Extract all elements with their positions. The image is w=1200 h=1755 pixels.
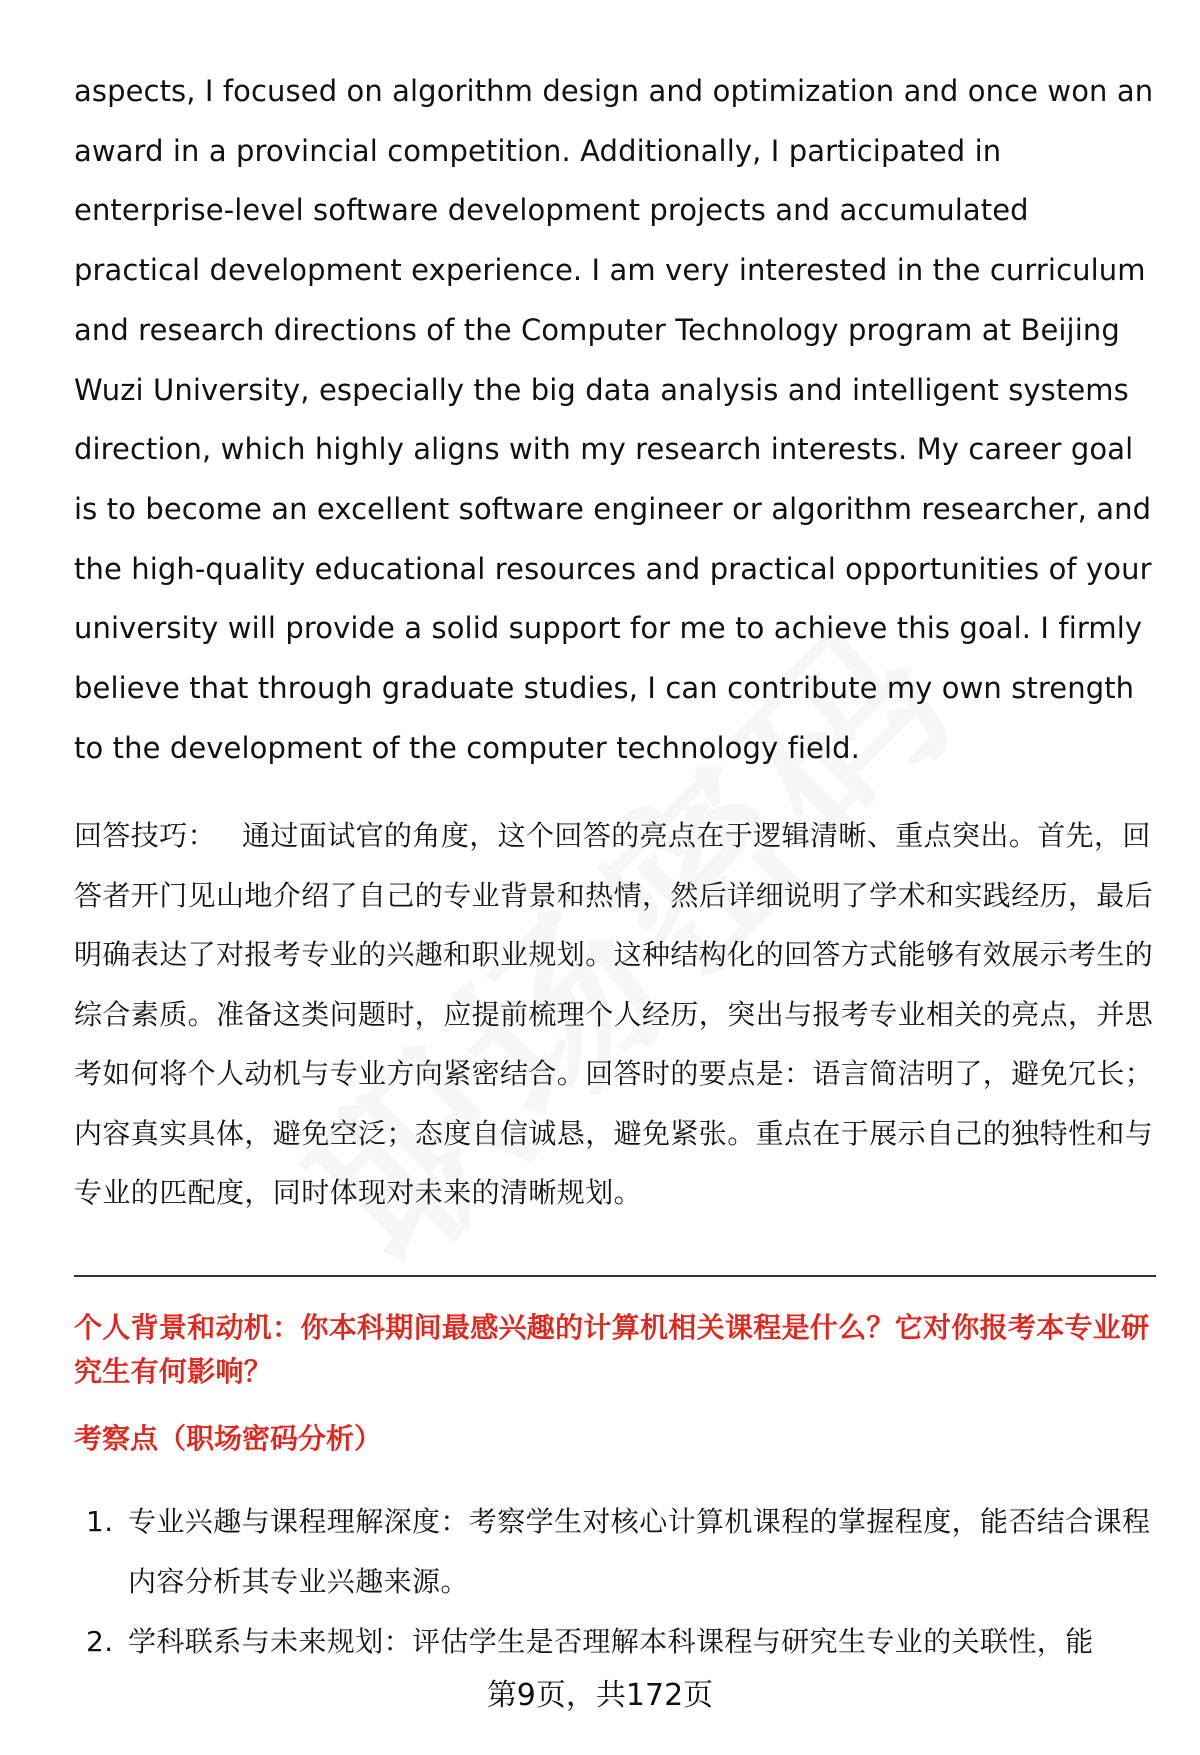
list-item [74,1492,1156,1612]
assessment-points-heading: 考察点（职场密码分析） [74,1422,383,1455]
page-number-footer: 第9页，共172页 [486,1678,714,1713]
assessment-points-list [74,1492,1156,1672]
list-item-text: 学科联系与未来规划：评估学生是否理解本科课程与研究生专业的关联性，能 [128,1625,1094,1658]
section-divider [74,1275,1156,1277]
list-item-number: 1. [86,1505,114,1538]
tips-text: 通过面试官的角度，这个回答的亮点在于逻辑清晰、重点突出。首先，回答者开门见山地介绍了自己的专业背景和热情，然后详细说明了学术和实践经历，最后明确表达了对报考专业的兴趣和职业规划。这种结构化的回答方式能够有效展示考生的综合素质。准备这类问题时，应提前梳理个人经历，突出与报考专业相关的亮点，并思考如何将个人动机与专业方向紧密结合。回答时的要点是：语言简洁明了，避免冗长；内容真实具体，避免空泛；态度自信诚恳，避免紧张。重点在于展示自己的独特性和与专业的匹配度，同时体现对未来的清晰规划。 [74,819,1154,1210]
list-item-number: 2. [86,1625,114,1658]
question-heading: 个人背景和动机：你本科期间最感兴趣的计算机相关课程是什么？它对你报考本专业研究生有何影响？ [74,1311,1150,1388]
document-body [74,62,1156,1223]
english-answer-paragraph: aspects, I focused on algorithm design and optimization and once won an award in a provincial competition. Additionally, I participated in enterprise-level software development projects and accumulated practical development experience. I am very interested in the curriculum and research directions of the Computer Technology program at Beijing Wuzi University, especially the big data analysis and intelligent systems direction, which highly aligns with my research interests. My career goal is to become an excellent software engineer or algorithm researcher, and the high-quality educational resources and practical opportunities of your university will provide a solid support for me to achieve this goal. I firmly believe that through graduate studies, I can contribute my own strength to the development of the computer technology field. [74,74,1154,765]
tips-label: 回答技巧： [74,819,217,853]
list-item-text: 专业兴趣与课程理解深度：考察学生对核心计算机课程的掌握程度，能否结合课程内容分析其专业兴趣来源。 [128,1505,1151,1598]
answer-tips [74,806,1156,1223]
list-item [74,1612,1156,1672]
